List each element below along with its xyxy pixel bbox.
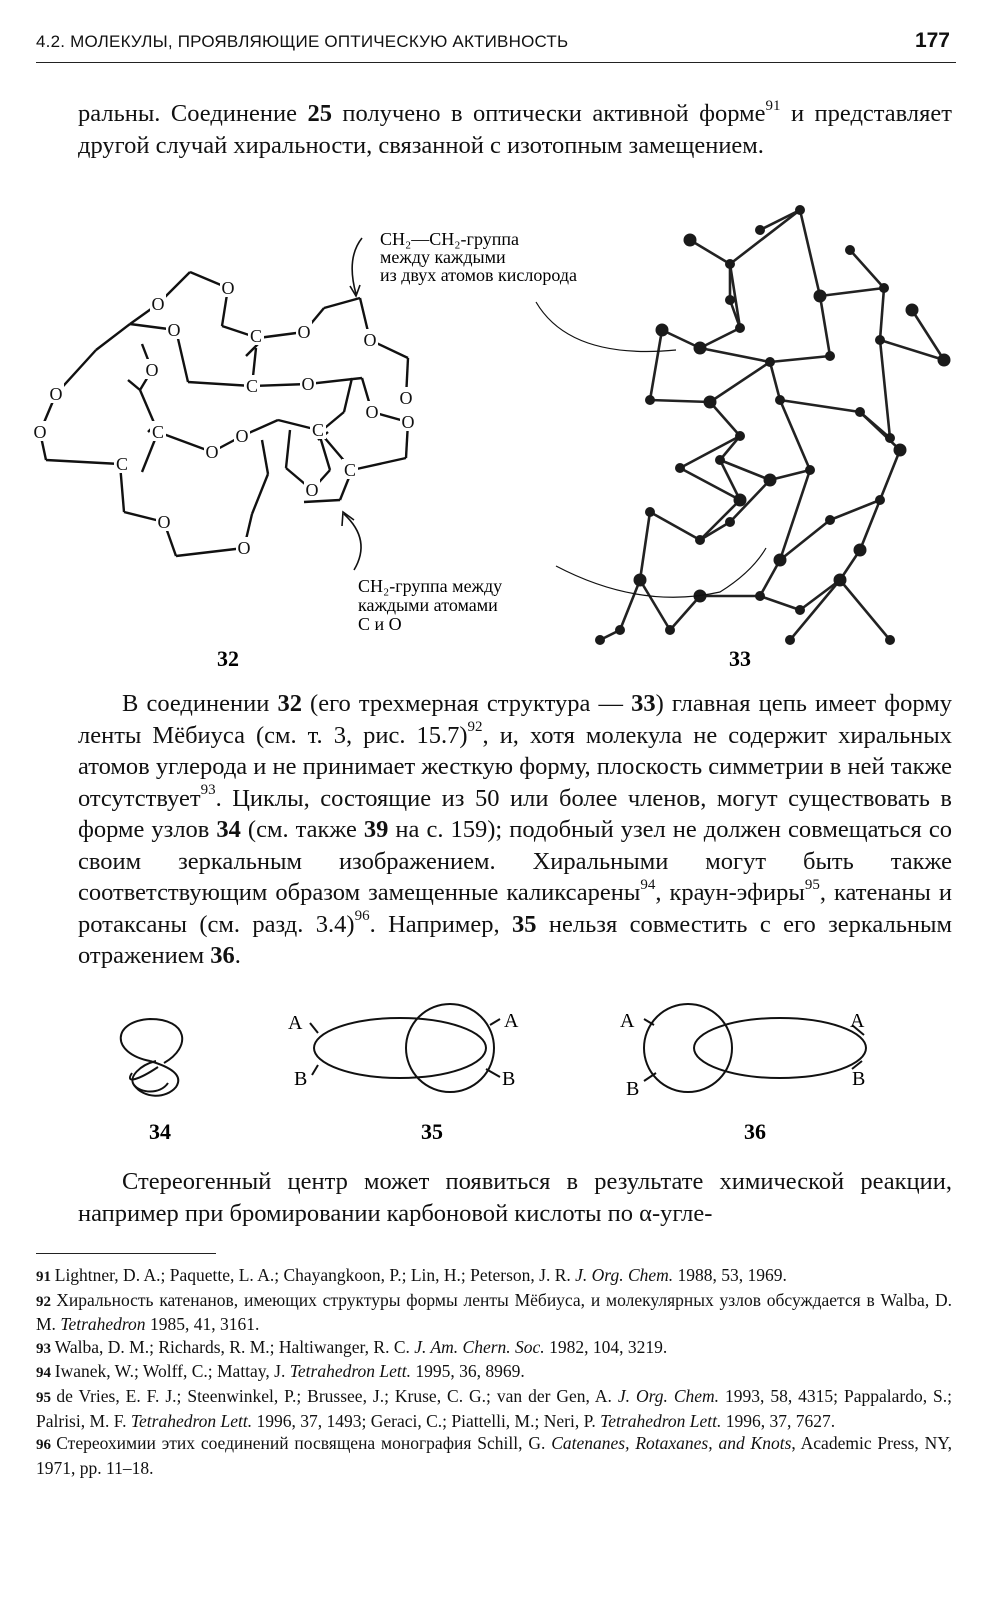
atom-ball [825, 351, 835, 361]
figure-34-35-36 [0, 1003, 1006, 1153]
oxygen-atom-label: O [145, 360, 159, 380]
atom-ball [785, 635, 795, 645]
label-32: 32 [217, 646, 239, 671]
label-35-B-right: B [502, 1068, 516, 1090]
label-35-A-left: A [288, 1012, 303, 1034]
label-35-B-left: B [294, 1068, 308, 1090]
upper-note-line-3: из двух атомов кислорода [380, 265, 577, 285]
oxygen-atom-label: O [33, 422, 47, 442]
atom-ball [615, 625, 625, 635]
footnote-91: 91 Lightner, D. A.; Paquette, L. A.; Chayangkoon, P.; Lin, H.; Peterson, J. R. J. Org. Chem. 1988, 53, 1969. [36, 1265, 787, 1285]
carbon-atom-label: C [311, 420, 325, 440]
running-header [36, 28, 956, 63]
oxygen-atom-label: O [237, 538, 251, 558]
carbon-atom-label: C [245, 376, 259, 396]
atom-ball [795, 605, 805, 615]
footnote-92: 92 Хиральность катенанов, имеющих структуры формы ленты Мёбиуса, и молекулярных узлов обсуждается в Walba, D. M. Tetrahedron 1985, 41, 3161. [36, 1289, 953, 1335]
oxygen-atom-label: O [205, 442, 219, 462]
atom-ball [834, 574, 847, 587]
oxygen-atom-label: O [363, 330, 377, 350]
oxygen-atom-label: O [297, 322, 311, 342]
atom-ball [755, 591, 765, 601]
atom-ball [814, 290, 827, 303]
atom-ball [656, 324, 669, 337]
label-35-A-right: A [504, 1010, 519, 1032]
knots-drawing [0, 1003, 1006, 1153]
atom-ball [645, 395, 655, 405]
atom-ball [906, 304, 919, 317]
carbon-atom-label: C [249, 326, 263, 346]
paragraph-stereogenic: Стереогенный центр может появиться в результате химической реакции, например при бромировании карбоновой кислоты по α-угле- [78, 1168, 952, 1227]
atom-ball [595, 635, 605, 645]
atom-ball [735, 431, 745, 441]
oxygen-atom-label: O [151, 294, 165, 314]
atom-ball [825, 515, 835, 525]
atom-ball [725, 259, 735, 269]
atom-ball [854, 544, 867, 557]
figure-32-33 [0, 200, 1006, 680]
atom-ball [704, 396, 717, 409]
atom-ball [675, 463, 685, 473]
footnote-93: 93 Walba, D. M.; Richards, R. M.; Haltiwanger, R. C. J. Am. Chern. Soc. 1982, 104, 3219. [36, 1336, 668, 1357]
footnote-rule [36, 1253, 216, 1254]
carbon-atom-label: C [151, 422, 165, 442]
upper-note-line-1: CH₂—CH₂-группа [380, 229, 519, 249]
structure-32 [32, 272, 416, 558]
oxygen-atom-label: O [157, 512, 171, 532]
atom-ball [634, 574, 647, 587]
atom-ball [734, 494, 747, 507]
page-number: 177 [914, 29, 950, 52]
catenane-35 [310, 1004, 500, 1092]
atom-ball [894, 444, 907, 457]
atom-ball [725, 295, 735, 305]
lower-note-line-1: CH₂-группа между [358, 576, 503, 596]
annotation-upper [350, 229, 676, 351]
carbon-atom-label: C [343, 460, 357, 480]
atom-ball [725, 517, 735, 527]
atom-ball [765, 357, 775, 367]
section-title: 4.2. МОЛЕКУЛЫ, ПРОЯВЛЯЮЩИЕ ОПТИЧЕСКУЮ АКТИВНОСТЬ [36, 32, 569, 51]
annotation-lower [342, 512, 766, 634]
atom-ball [875, 335, 885, 345]
catenane-36 [644, 1004, 866, 1092]
atom-ball [885, 433, 895, 443]
oxygen-atom-label: O [365, 402, 379, 422]
oxygen-atom-label: O [399, 388, 413, 408]
oxygen-atom-label: O [49, 384, 63, 404]
lower-note-line-3: C и O [358, 614, 402, 634]
atom-ball [764, 474, 777, 487]
atom-ball [695, 535, 705, 545]
atom-ball [885, 635, 895, 645]
upper-note-line-2: между каждыми [380, 247, 506, 267]
oxygen-atom-label: O [221, 278, 235, 298]
atom-ball [805, 465, 815, 475]
label-36-B-right: B [852, 1068, 866, 1090]
footnote-96: 96 Стереохимии этих соединений посвящена монография Schill, G. Catenanes, Rotaxanes, and Knots, Academic Press, NY, 1971, pp. 11–18. [36, 1433, 952, 1478]
paragraph-intro: ральны. Соединение 25 получено в оптически активной форме$^{91}$ и представляет другой случай хиральности, связанной с изотопным замещением. [78, 97, 952, 159]
oxygen-atom-label: O [305, 480, 319, 500]
atom-ball [879, 283, 889, 293]
label-36-B-left: B [626, 1078, 640, 1100]
atom-ball [735, 323, 745, 333]
atom-ball [694, 342, 707, 355]
label-36-A-left: A [620, 1010, 635, 1032]
atom-ball [775, 395, 785, 405]
label-36-A-right: A [850, 1010, 865, 1032]
structure-33-ball-and-stick [595, 205, 951, 645]
paragraph-mobius: В соединении 32 (его трехмерная структура — 33) главная цепь имеет форму ленты Мёбиуса (см. т. 3, рис. 15.7)$^{92}$, и, хотя молекула не содержит хиральных атомов углерода и не принимает жесткую форму, плоскость симметрии в ней также отсутствует$^{93}$. Циклы, состоящие из 50 или более членов, могут существовать в форме узлов 34 (см. также 39 на с. 159); подобный узел не должен совмещаться со своим зеркальным изображением. Хиральными могут быть также соответствующим образом замещенные каликсарены$^{94}$, краун-эфиры$^{95}$, катенаны и ротаксаны (см. разд. 3.4)$^{96}$. Например, 35 нельзя совместить с его зеркальным отражением 36. [78, 690, 953, 969]
atom-ball [755, 225, 765, 235]
footnotes [36, 1264, 952, 1479]
atom-ball [715, 455, 725, 465]
atom-ball [665, 625, 675, 635]
oxygen-atom-label: O [167, 320, 181, 340]
footnote-94: 94 Iwanek, W.; Wolff, C.; Mattay, J. Tetrahedron Lett. 1995, 36, 8969. [36, 1361, 525, 1382]
structures-32-33-drawing [0, 200, 1006, 680]
knot-34 [121, 1019, 182, 1096]
atom-ball [774, 554, 787, 567]
atom-ball [875, 495, 885, 505]
atom-ball [855, 407, 865, 417]
oxygen-atom-label: O [301, 374, 315, 394]
atom-ball [645, 507, 655, 517]
atom-ball [938, 354, 951, 367]
label-34: 34 [149, 1119, 171, 1144]
label-35: 35 [421, 1119, 443, 1144]
footnote-95: 95 de Vries, E. F. J.; Steenwinkel, P.; Brussee, J.; Kruse, C. G.; van der Gen, A. J. Org. Chem. 1993, 58, 4315; Pappalardo, S.; Palrisi, M. F. Tetrahedron Lett. 1996, 37, 1493; Geraci, C.; Piattelli, M.; Neri, P. Tetrahedron Lett. 1996, 37, 7627. [36, 1385, 952, 1431]
label-33: 33 [729, 646, 751, 671]
atom-ball [795, 205, 805, 215]
carbon-atom-label: C [115, 454, 129, 474]
oxygen-atom-label: O [235, 426, 249, 446]
lower-note-line-2: каждыми атомами [358, 595, 498, 615]
label-36: 36 [744, 1119, 766, 1144]
atom-ball [845, 245, 855, 255]
atom-ball [684, 234, 697, 247]
oxygen-atom-label: O [401, 412, 415, 432]
